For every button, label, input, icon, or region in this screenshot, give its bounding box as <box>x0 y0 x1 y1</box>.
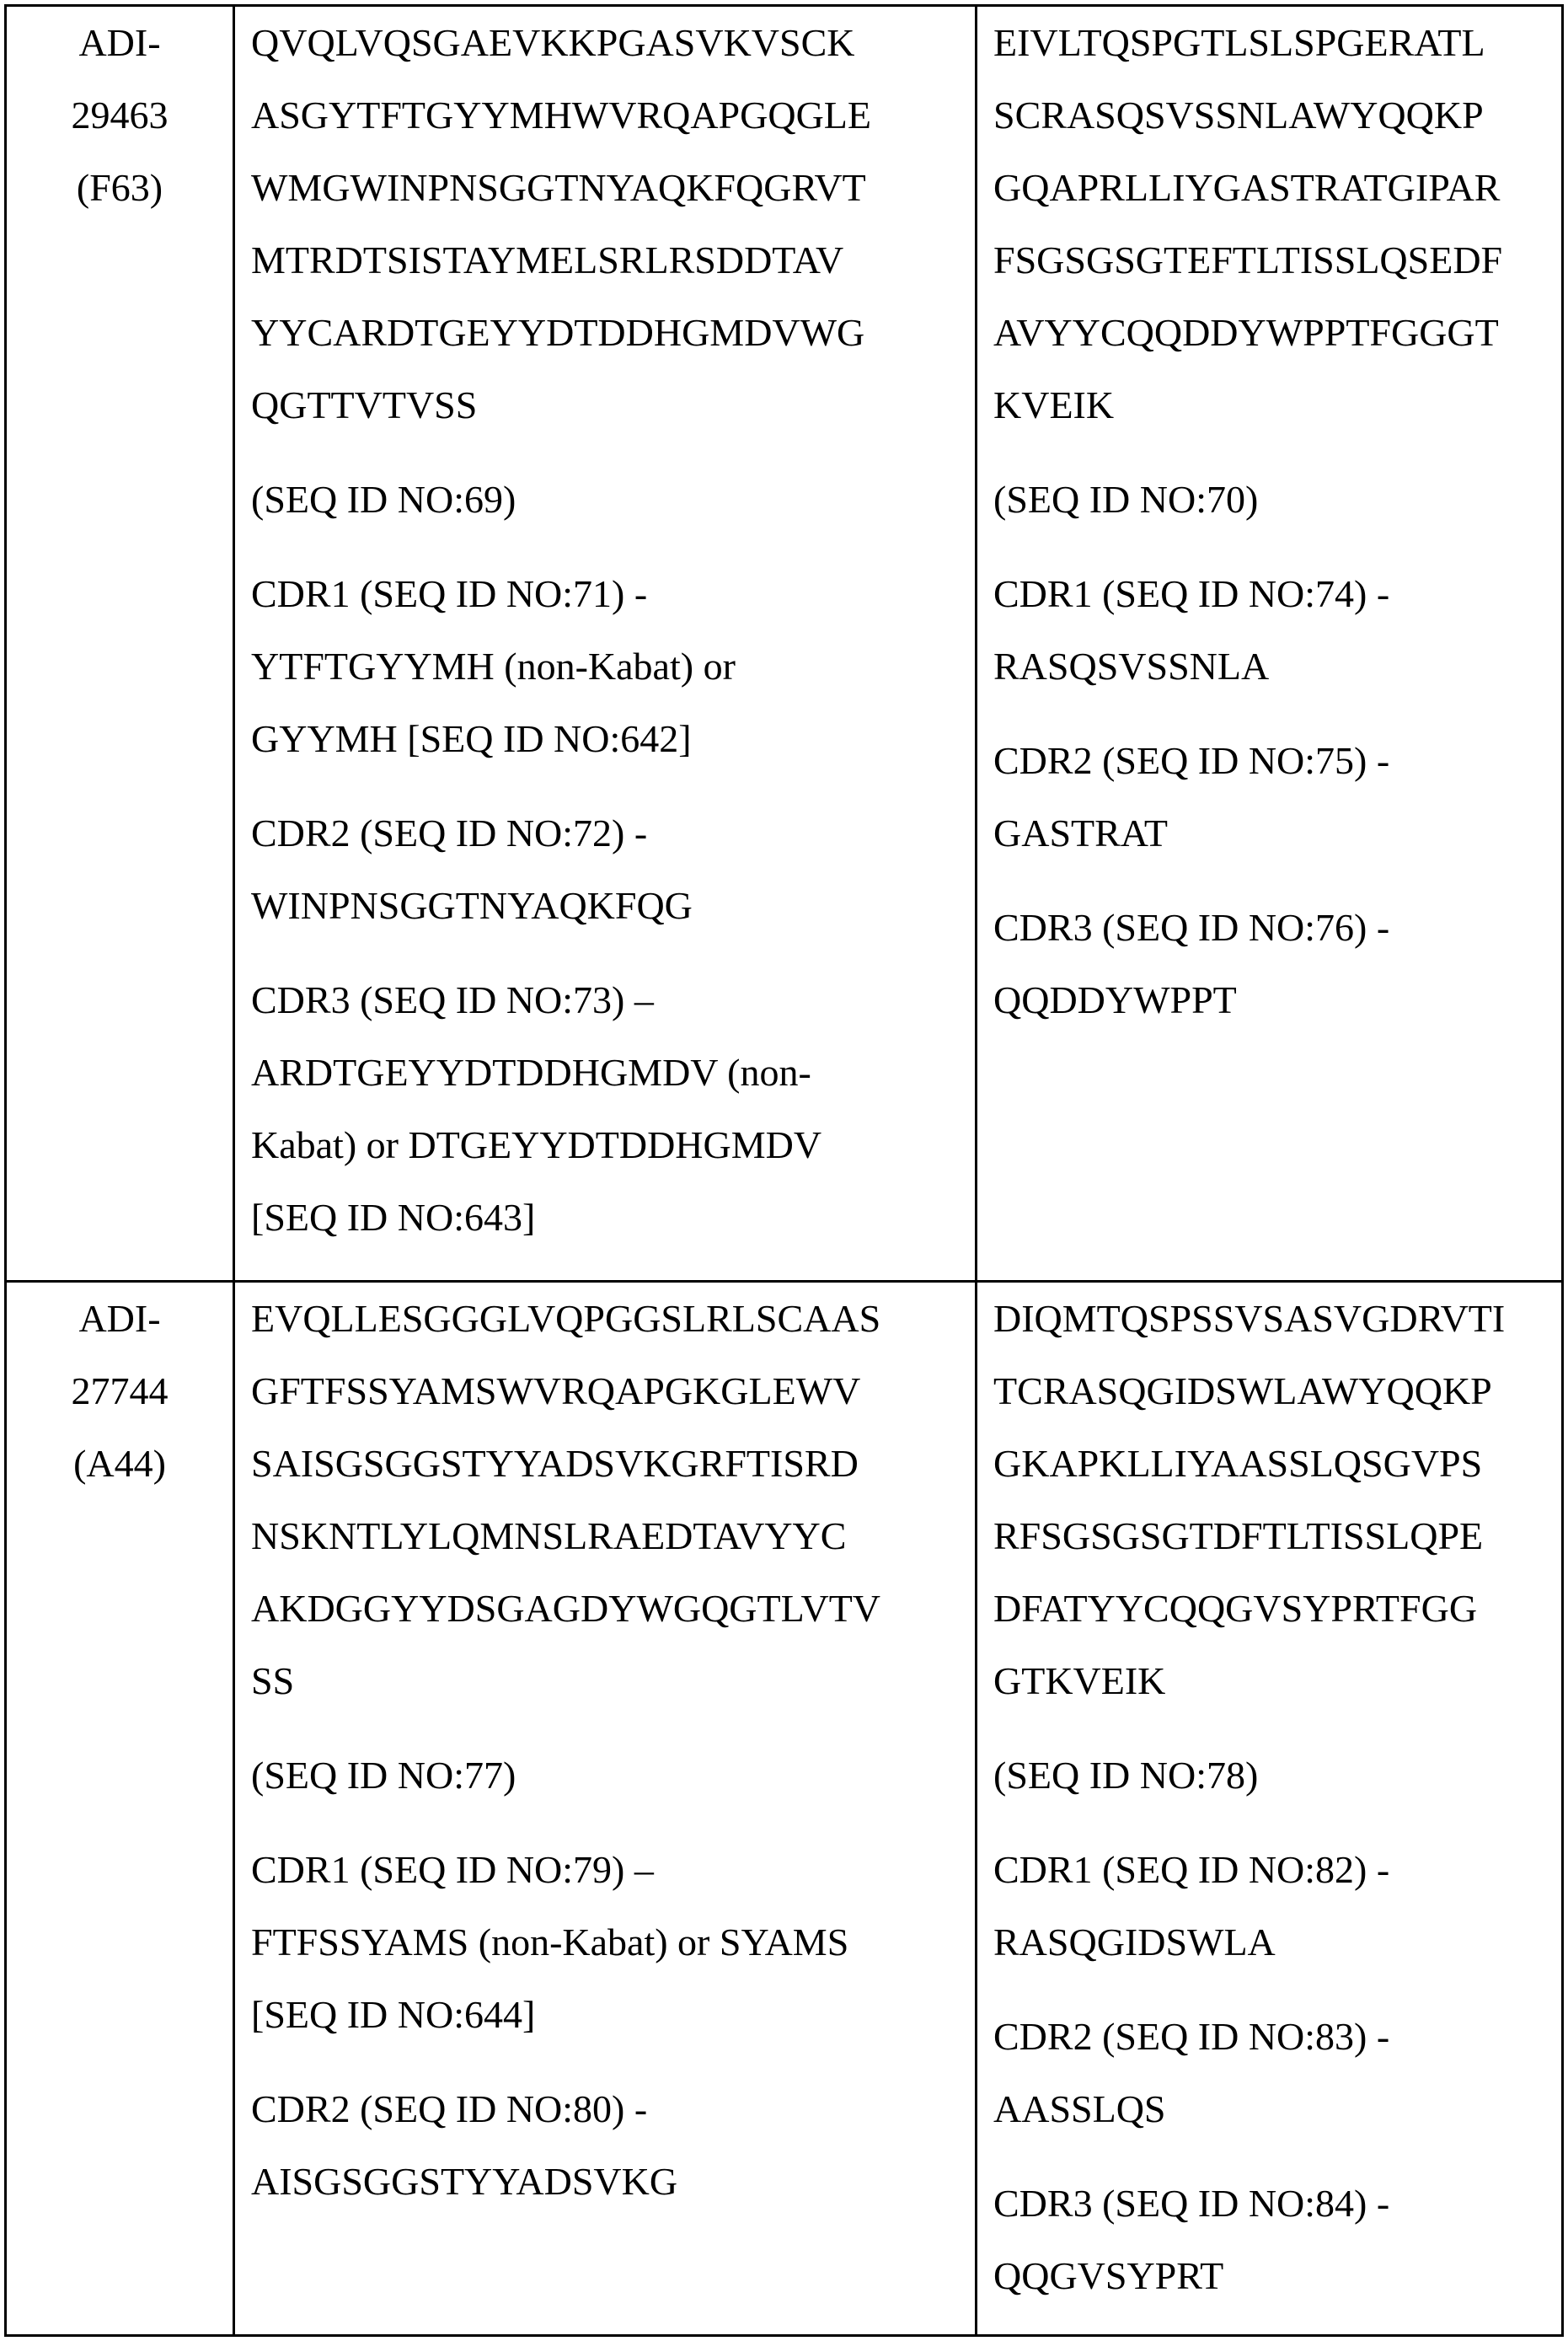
cdr-block <box>993 2167 1561 2312</box>
cdr-block <box>251 558 975 775</box>
cdr-line: CDR2 (SEQ ID NO:80) - <box>251 2073 975 2145</box>
sequence-line: AKDGGYYDSGAGDYWGQGTLVTV <box>251 1572 975 1645</box>
antibody-id-line: 27744 <box>7 1355 233 1428</box>
sequence-line: NSKNTLYLQMNSLRAEDTAVYYC <box>251 1500 975 1572</box>
cdr-line: AISGSGGSTYYADSVKG <box>251 2145 975 2218</box>
sequence-line: MTRDTSISTAYMELSRLRSDDTAV <box>251 224 975 297</box>
sequence-line: GKAPKLLIYAASSLQSGVPS <box>993 1428 1561 1500</box>
cdr-line: GASTRAT <box>993 797 1561 870</box>
sequence-line: QGTTVTVSS <box>251 369 975 442</box>
cdr-line: CDR1 (SEQ ID NO:79) – <box>251 1834 975 1906</box>
seq-id-label: (SEQ ID NO:70) <box>993 463 1561 536</box>
antibody-id-line: ADI- <box>7 7 233 79</box>
sequence-line: TCRASQGIDSWLAWYQQKP <box>993 1355 1561 1428</box>
sequence-line: FSGSGSGTEFTLTISSLQSEDF <box>993 224 1561 297</box>
cdr-line: YTFTGYYMH (non-Kabat) or <box>251 630 975 703</box>
cdr-line: CDR1 (SEQ ID NO:71) - <box>251 558 975 630</box>
heavy-chain-cell <box>234 6 977 1282</box>
sequence-line: AVYYCQQDDYWPPTFGGGT <box>993 297 1561 369</box>
sequence-block <box>251 7 975 442</box>
sequence-block <box>993 7 1561 442</box>
cdr-line: CDR3 (SEQ ID NO:76) - <box>993 892 1561 964</box>
cdr-block <box>993 558 1561 703</box>
cdr-line: GYYMH [SEQ ID NO:642] <box>251 703 975 775</box>
cdr-line: RASQGIDSWLA <box>993 1906 1561 1979</box>
sequence-block <box>251 1283 975 1717</box>
cdr-block <box>993 892 1561 1037</box>
cdr-block <box>251 2073 975 2218</box>
light-chain-cell <box>977 6 1563 1282</box>
antibody-id-line: 29463 <box>7 79 233 152</box>
sequence-line: GQAPRLLIYGASTRATGIPAR <box>993 152 1561 224</box>
sequence-line: GTKVEIK <box>993 1645 1561 1717</box>
antibody-id-line: ADI- <box>7 1283 233 1355</box>
cdr-line: ARDTGEYYDTDDHGMDV (non- <box>251 1037 975 1109</box>
cdr-line: [SEQ ID NO:644] <box>251 1979 975 2051</box>
cdr-line: CDR2 (SEQ ID NO:83) - <box>993 2001 1561 2073</box>
sequence-block <box>993 1283 1561 1717</box>
seq-id-label: (SEQ ID NO:78) <box>993 1739 1561 1812</box>
sequence-line: EIVLTQSPGTLSLSPGERATL <box>993 7 1561 79</box>
antibody-sequence-table <box>4 4 1564 2337</box>
cdr-line: Kabat) or DTGEYYDTDDHGMDV <box>251 1109 975 1181</box>
sequence-line: SCRASQSVSSNLAWYQQKP <box>993 79 1561 152</box>
seq-id-label: (SEQ ID NO:69) <box>251 463 975 536</box>
cdr-line: QQDDYWPPT <box>993 964 1561 1037</box>
antibody-id-line: (A44) <box>7 1428 233 1500</box>
sequence-line: ASGYTFTGYYMHWVRQAPGQGLE <box>251 79 975 152</box>
seq-id-label: (SEQ ID NO:77) <box>251 1739 975 1812</box>
light-chain-cell <box>977 1282 1563 2336</box>
sequence-line: DFATYYCQQGVSYPRTFGG <box>993 1572 1561 1645</box>
antibody-id-line: (F63) <box>7 152 233 224</box>
cdr-line: CDR3 (SEQ ID NO:84) - <box>993 2167 1561 2240</box>
sequence-line: EVQLLESGGGLVQPGGSLRLSCAAS <box>251 1283 975 1355</box>
antibody-id-cell <box>6 6 234 1282</box>
cdr-line: CDR3 (SEQ ID NO:73) – <box>251 964 975 1037</box>
table-row <box>6 1282 1563 2336</box>
cdr-line: CDR1 (SEQ ID NO:74) - <box>993 558 1561 630</box>
sequence-line: QVQLVQSGAEVKKPGASVKVSCK <box>251 7 975 79</box>
cdr-line: [SEQ ID NO:643] <box>251 1181 975 1254</box>
cdr-block <box>993 725 1561 870</box>
heavy-chain-cell <box>234 1282 977 2336</box>
antibody-id-cell <box>6 1282 234 2336</box>
sequence-line: WMGWINPNSGGTNYAQKFQGRVT <box>251 152 975 224</box>
cdr-line: CDR1 (SEQ ID NO:82) - <box>993 1834 1561 1906</box>
sequence-line: GFTFSSYAMSWVRQAPGKGLEWV <box>251 1355 975 1428</box>
sequence-line: YYCARDTGEYYDTDDHGMDVWG <box>251 297 975 369</box>
cdr-line: FTFSSYAMS (non-Kabat) or SYAMS <box>251 1906 975 1979</box>
sequence-line: KVEIK <box>993 369 1561 442</box>
table-row <box>6 6 1563 1282</box>
cdr-block <box>251 1834 975 2051</box>
sequence-line: SS <box>251 1645 975 1717</box>
cdr-block <box>251 964 975 1254</box>
cdr-block <box>993 2001 1561 2145</box>
cdr-line: WINPNSGGTNYAQKFQG <box>251 870 975 942</box>
cdr-block <box>251 797 975 942</box>
cdr-line: RASQSVSSNLA <box>993 630 1561 703</box>
cdr-line: CDR2 (SEQ ID NO:72) - <box>251 797 975 870</box>
sequence-line: DIQMTQSPSSVSASVGDRVTI <box>993 1283 1561 1355</box>
sequence-line: SAISGSGGSTYYADSVKGRFTISRD <box>251 1428 975 1500</box>
cdr-line: CDR2 (SEQ ID NO:75) - <box>993 725 1561 797</box>
cdr-block <box>993 1834 1561 1979</box>
sequence-line: RFSGSGSGTDFTLTISSLQPE <box>993 1500 1561 1572</box>
cdr-line: AASSLQS <box>993 2073 1561 2145</box>
cdr-line: QQGVSYPRT <box>993 2240 1561 2312</box>
